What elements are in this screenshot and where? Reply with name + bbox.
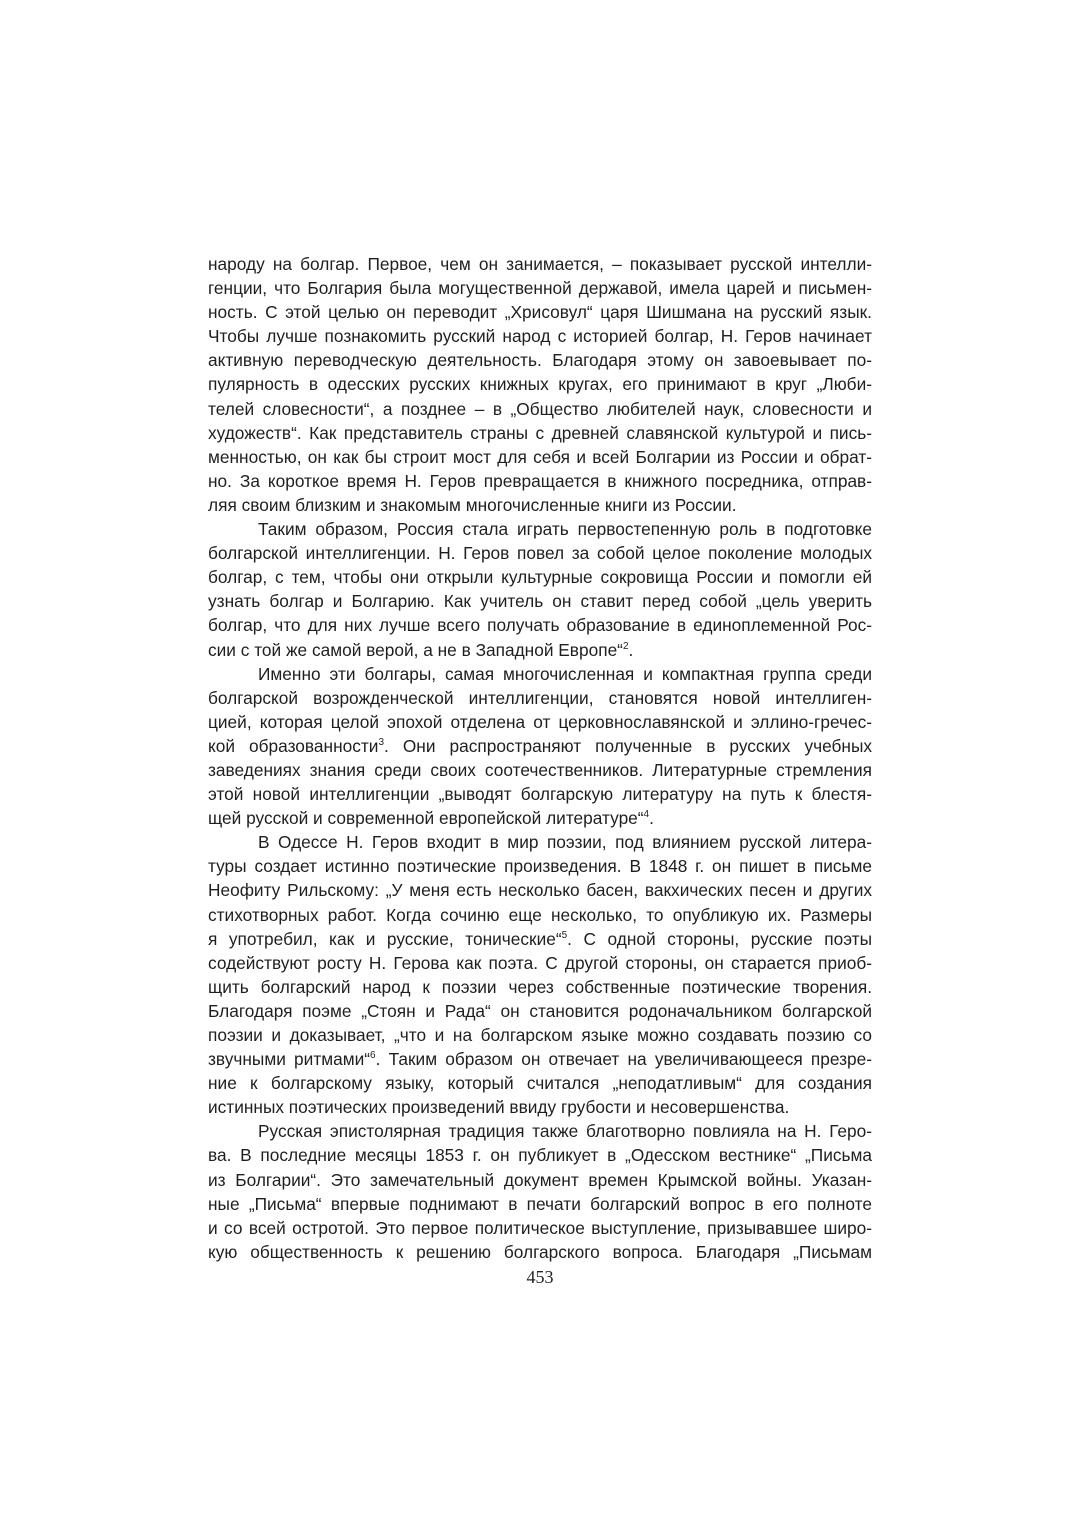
- paragraph-3: [208, 662, 872, 831]
- text-line: болгар, с тем, чтобы они открыли культурные сокровища России и помогли ей: [208, 567, 872, 588]
- line-text: сии с той же самой верой, а не в Западной Европе“: [208, 639, 623, 660]
- text-line: художеств“. Как представитель страны с древней славянской культурой и пись-: [208, 422, 872, 443]
- text-line: и со всей остротой. Это первое политическое выступление, призывавшее широ-: [208, 1217, 872, 1238]
- text-line: истинных поэтических произведений ввиду грубости и несовершенства.: [208, 1097, 790, 1118]
- text-line: болгарской возрожденческой интеллигенции, становятся новой интеллиген-: [208, 687, 872, 708]
- text-line: Благодаря поэме „Стоян и Рада“ он становится родоначальником болгарской: [208, 1000, 872, 1021]
- text-line: этой новой интеллигенции „выводят болгарскую литературу на путь к блестя-: [208, 784, 872, 805]
- text-line: содействуют росту Н. Герова как поэта. С другой стороны, он старается приоб-: [208, 952, 872, 973]
- text-line: активную переводческую деятельность. Благодаря этому он завоевывает по-: [208, 350, 872, 371]
- text-line: Именно эти болгары, самая многочисленная и компактная группа среди: [258, 663, 872, 684]
- text-line: щить болгарский народ к поэзии через собственные поэтические творения.: [208, 976, 872, 997]
- text-line: ние к болгарскому языку, который считался „неподатливым“ для создания: [208, 1073, 872, 1094]
- footnote-marker: 4: [643, 809, 650, 821]
- text-line: пулярность в одесских русских книжных кругах, его принимают в круг „Люби-: [208, 374, 872, 395]
- text-line: телей словесности“, а позднее – в „Общество любителей наук, словесности и: [208, 398, 872, 419]
- text-line: В Одессе Н. Геров входит в мир поэзии, под влиянием русской литера-: [258, 832, 872, 853]
- text-line: кую общественность к решению болгарского вопроса. Благодаря „Письмам: [208, 1241, 872, 1262]
- text-line: [208, 1047, 872, 1071]
- line-text: я употребил, как и русские, тонические“: [208, 928, 562, 949]
- text-line: узнать болгар и Болгарию. Как учитель он ставит перед собой „цель уверить: [208, 591, 872, 612]
- footnote-marker: 5: [561, 929, 568, 941]
- text-line: Неофиту Рильскому: „У меня есть несколько басен, вакхических песен и других: [208, 880, 872, 901]
- line-text: звучными ритмами“: [208, 1049, 371, 1070]
- paragraph-2: [208, 517, 872, 662]
- text-line: ляя своим близким и знакомым многочисленные книги из России.: [208, 494, 737, 515]
- line-tail: . Они распространяют полученные в русских учебных: [384, 735, 872, 756]
- text-line: [208, 734, 872, 758]
- footnote-marker: 6: [370, 1050, 376, 1062]
- text-line: болгарской интеллигенции. Н. Геров повел за собой целое поколение молодых: [208, 543, 872, 564]
- line-text: кой образованности: [208, 735, 379, 756]
- line-tail: .: [649, 808, 654, 829]
- text-line: народу на болгар. Первое, чем он занимается, – показывает русской интелли-: [208, 254, 872, 274]
- text-line: [208, 638, 872, 662]
- body-text: [208, 252, 872, 1264]
- text-line: цией, которая целой эпохой отделена от церковнославянской и эллино-гречес-: [208, 711, 872, 732]
- text-line: туры создает истинно поэтические произведения. В 1848 г. он пишет в письме: [208, 856, 872, 877]
- text-line: Таким образом, Россия стала играть первостепенную роль в подготовке: [258, 519, 872, 540]
- text-line: ность. С этой целью он переводит „Хрисовул“ царя Шишмана на русский язык.: [208, 302, 872, 323]
- text-line: болгар, что для них лучше всего получать образование в единоплеменной Рос-: [208, 615, 872, 636]
- text-line: ные „Письма“ впервые поднимают в печати болгарский вопрос в его полноте: [208, 1193, 872, 1214]
- text-line: стихотворных работ. Когда сочиню еще несколько, то опубликую их. Размеры: [208, 904, 872, 925]
- text-line: Русская эпистолярная традиция также благотворно повлияла на Н. Геро-: [258, 1121, 872, 1142]
- text-line: менностью, он как бы строит мост для себя и всей Болгарии из России и обрат-: [208, 446, 872, 467]
- footnote-marker: 2: [622, 640, 629, 652]
- paragraph-1: [208, 252, 872, 517]
- page-number: 453: [526, 1267, 554, 1287]
- line-tail: .: [628, 639, 634, 660]
- text-line: ва. В последние месяцы 1853 г. он публикует в „Одесском вестнике“ „Письма: [208, 1145, 872, 1166]
- text-line: из Болгарии“. Это замечательный документ времен Крымской войны. Указан-: [208, 1169, 872, 1190]
- paragraph-5: [208, 1119, 872, 1264]
- text-line: генции, что Болгария была могущественной державой, имела царей и письмен-: [208, 278, 872, 299]
- text-line: но. За короткое время Н. Геров превращается в книжного посредника, отправ-: [208, 470, 872, 491]
- text-line: [208, 927, 872, 951]
- footnote-marker: 3: [378, 737, 384, 749]
- text-line: [208, 806, 872, 830]
- line-tail: . С одной стороны, русские поэты: [567, 928, 872, 949]
- paragraph-4: [208, 830, 872, 1119]
- text-line: заведениях знания среди своих соотечественников. Литературные стремления: [208, 759, 872, 780]
- line-tail: . Таким образом он отвечает на увеличивающееся презре-: [375, 1049, 872, 1070]
- text-line: поэзии и доказывает, „что и на болгарском языке можно создавать поэзию со: [208, 1025, 872, 1045]
- text-line: Чтобы лучше познакомить русский народ с историей болгар, Н. Геров начинает: [208, 326, 872, 347]
- line-text: щей русской и современной европейской литературе“: [208, 808, 644, 829]
